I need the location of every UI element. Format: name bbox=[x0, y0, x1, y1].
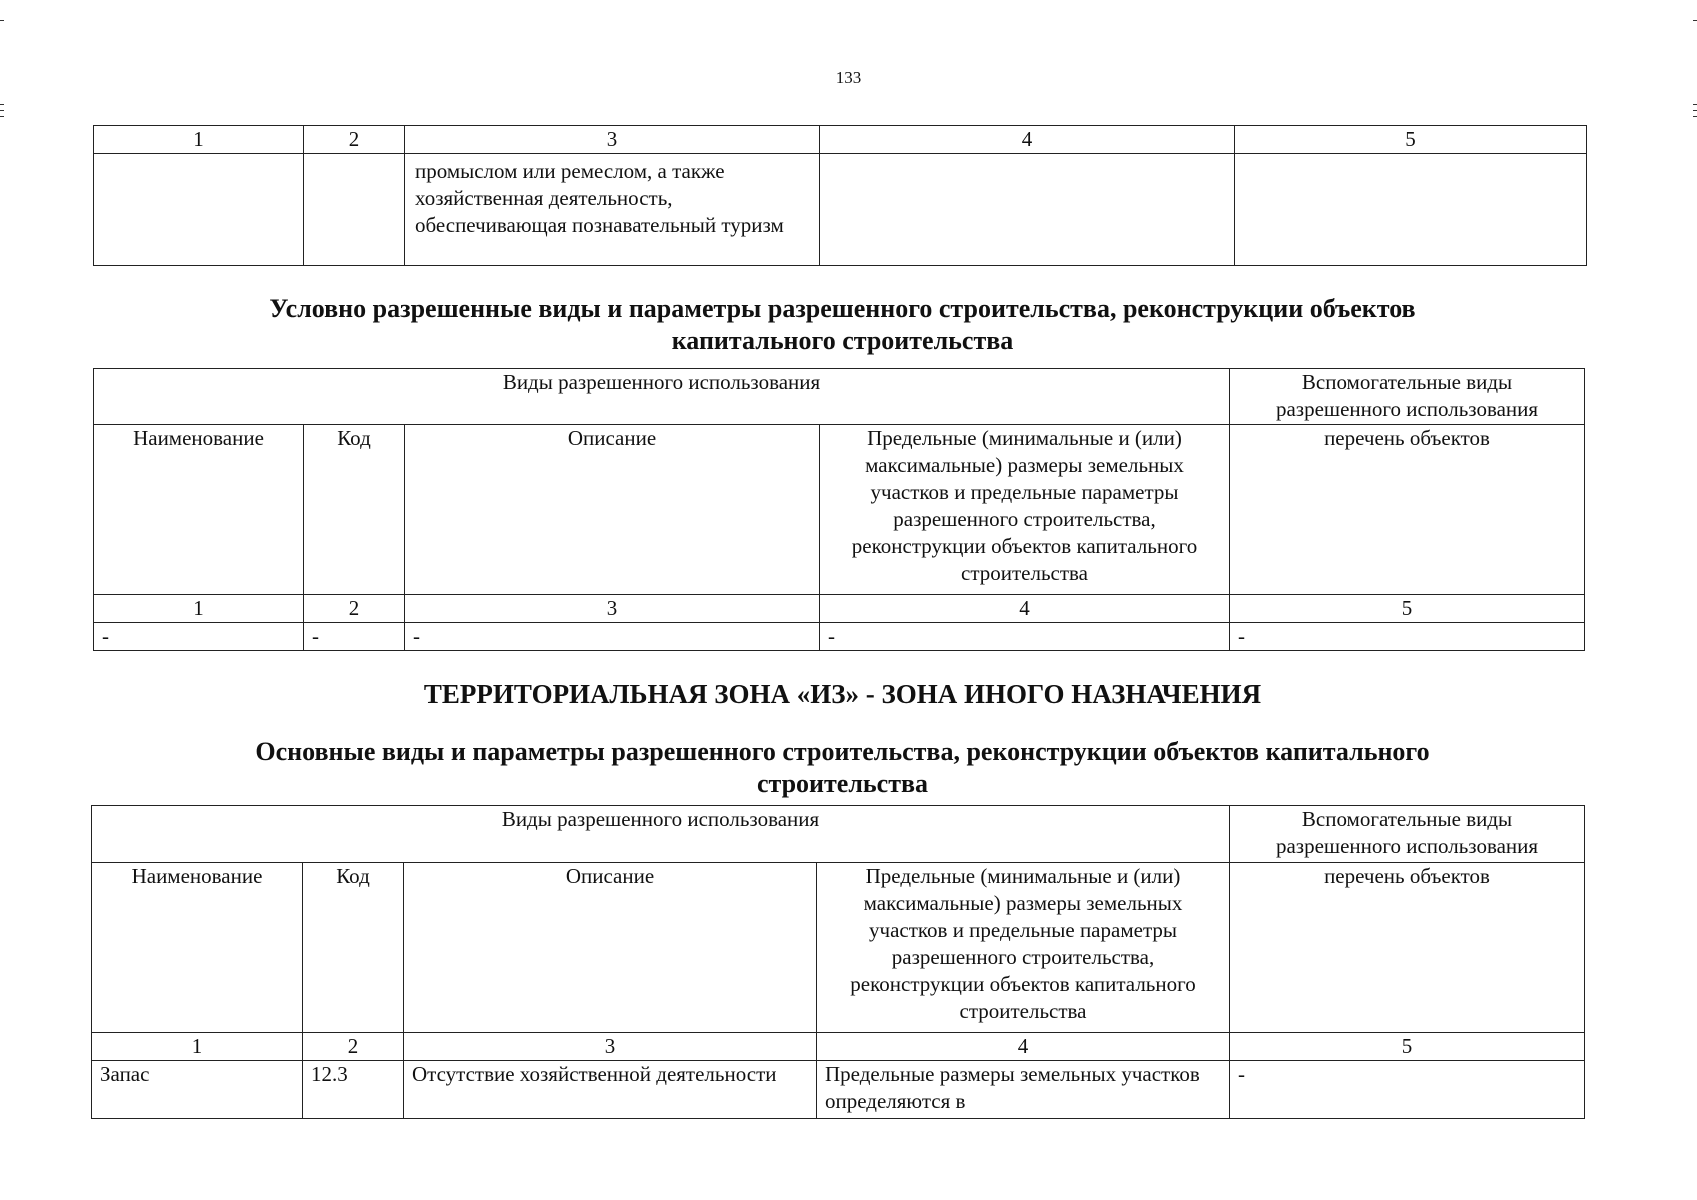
column-number: 5 bbox=[1230, 595, 1585, 623]
heading-line: капитального строительства bbox=[671, 326, 1014, 355]
column-number: 2 bbox=[304, 126, 405, 154]
column-header-row bbox=[92, 863, 1585, 1033]
table-row bbox=[92, 1061, 1585, 1119]
edge-mark bbox=[1693, 110, 1697, 111]
code-header: Код bbox=[304, 425, 405, 595]
objects-list-header: перечень объектов bbox=[1230, 863, 1585, 1033]
name-header: Наименование bbox=[92, 863, 303, 1033]
continuation-table bbox=[93, 125, 1587, 266]
column-number-row bbox=[94, 595, 1585, 623]
column-number: 4 bbox=[820, 595, 1230, 623]
heading-line: Условно разрешенные виды и параметры разрешенного строительства, реконструкции объектов bbox=[269, 294, 1416, 323]
edge-mark bbox=[0, 104, 4, 105]
edge-mark bbox=[1693, 20, 1697, 21]
heading-line: Основные виды и параметры разрешенного строительства, реконструкции объектов капитального bbox=[255, 737, 1430, 766]
page-number: 133 bbox=[835, 68, 862, 87]
description-cell: промыслом или ремеслом, а также хозяйственная деятельность, обеспечивающая познавательный туризм bbox=[405, 154, 820, 266]
main-section-heading bbox=[90, 736, 1595, 800]
edge-mark bbox=[0, 110, 4, 111]
description-cell: Отсутствие хозяйственной деятельности bbox=[404, 1061, 817, 1119]
parameters-header: Предельные (минимальные и (или) максимальные) размеры земельных участков и предельные параметры разрешенного строительства, реконструкции объектов капитального строительства bbox=[817, 863, 1230, 1033]
auxiliary-cell bbox=[1235, 154, 1587, 266]
zone-title: ТЕРРИТОРИАЛЬНАЯ ЗОНА «ИЗ» - ЗОНА ИНОГО НАЗНАЧЕНИЯ bbox=[423, 679, 1262, 709]
edge-mark bbox=[1693, 116, 1697, 117]
parameters-cell: Предельные размеры земельных участков определяются в bbox=[817, 1061, 1230, 1119]
column-header-row bbox=[94, 425, 1585, 595]
table-row bbox=[94, 623, 1585, 651]
permitted-uses-header: Виды разрешенного использования bbox=[94, 369, 1230, 425]
parameters-cell bbox=[820, 154, 1235, 266]
objects-list-header: перечень объектов bbox=[1230, 425, 1585, 595]
code-cell: 12.3 bbox=[303, 1061, 404, 1119]
column-number-row bbox=[92, 1033, 1585, 1061]
column-number: 5 bbox=[1235, 126, 1587, 154]
auxiliary-cell: - bbox=[1230, 1061, 1585, 1119]
column-number: 4 bbox=[820, 126, 1235, 154]
heading-line: строительства bbox=[756, 769, 929, 798]
parameters-header: Предельные (минимальные и (или) максимальные) размеры земельных участков и предельные параметры разрешенного строительства, реконструкции объектов капитального строительства bbox=[820, 425, 1230, 595]
code-cell bbox=[304, 154, 405, 266]
code-header: Код bbox=[303, 863, 404, 1033]
column-number: 2 bbox=[303, 1033, 404, 1061]
column-number: 3 bbox=[405, 595, 820, 623]
group-header-row bbox=[94, 369, 1585, 425]
name-cell: - bbox=[94, 623, 304, 651]
group-header-row bbox=[92, 806, 1585, 863]
column-number: 1 bbox=[94, 595, 304, 623]
column-number: 2 bbox=[304, 595, 405, 623]
auxiliary-uses-header: Вспомогательные виды разрешенного использования bbox=[1230, 806, 1585, 863]
column-number: 1 bbox=[92, 1033, 303, 1061]
permitted-uses-header: Виды разрешенного использования bbox=[92, 806, 1230, 863]
column-number: 3 bbox=[405, 126, 820, 154]
auxiliary-uses-header: Вспомогательные виды разрешенного использования bbox=[1230, 369, 1585, 425]
description-cell: - bbox=[405, 623, 820, 651]
column-number: 1 bbox=[94, 126, 304, 154]
edge-mark bbox=[0, 20, 4, 21]
conditional-uses-table bbox=[93, 368, 1585, 651]
auxiliary-cell: - bbox=[1230, 623, 1585, 651]
column-number-row bbox=[94, 126, 1587, 154]
edge-mark bbox=[0, 116, 4, 117]
table-row bbox=[94, 154, 1587, 266]
code-cell: - bbox=[304, 623, 405, 651]
edge-mark bbox=[1693, 104, 1697, 105]
parameters-cell: - bbox=[820, 623, 1230, 651]
column-number: 4 bbox=[817, 1033, 1230, 1061]
name-cell: Запас bbox=[92, 1061, 303, 1119]
conditional-section-heading bbox=[90, 293, 1595, 357]
column-number: 5 bbox=[1230, 1033, 1585, 1061]
name-header: Наименование bbox=[94, 425, 304, 595]
description-header: Описание bbox=[404, 863, 817, 1033]
name-cell bbox=[94, 154, 304, 266]
description-header: Описание bbox=[405, 425, 820, 595]
column-number: 3 bbox=[404, 1033, 817, 1061]
main-uses-table bbox=[91, 805, 1585, 1119]
